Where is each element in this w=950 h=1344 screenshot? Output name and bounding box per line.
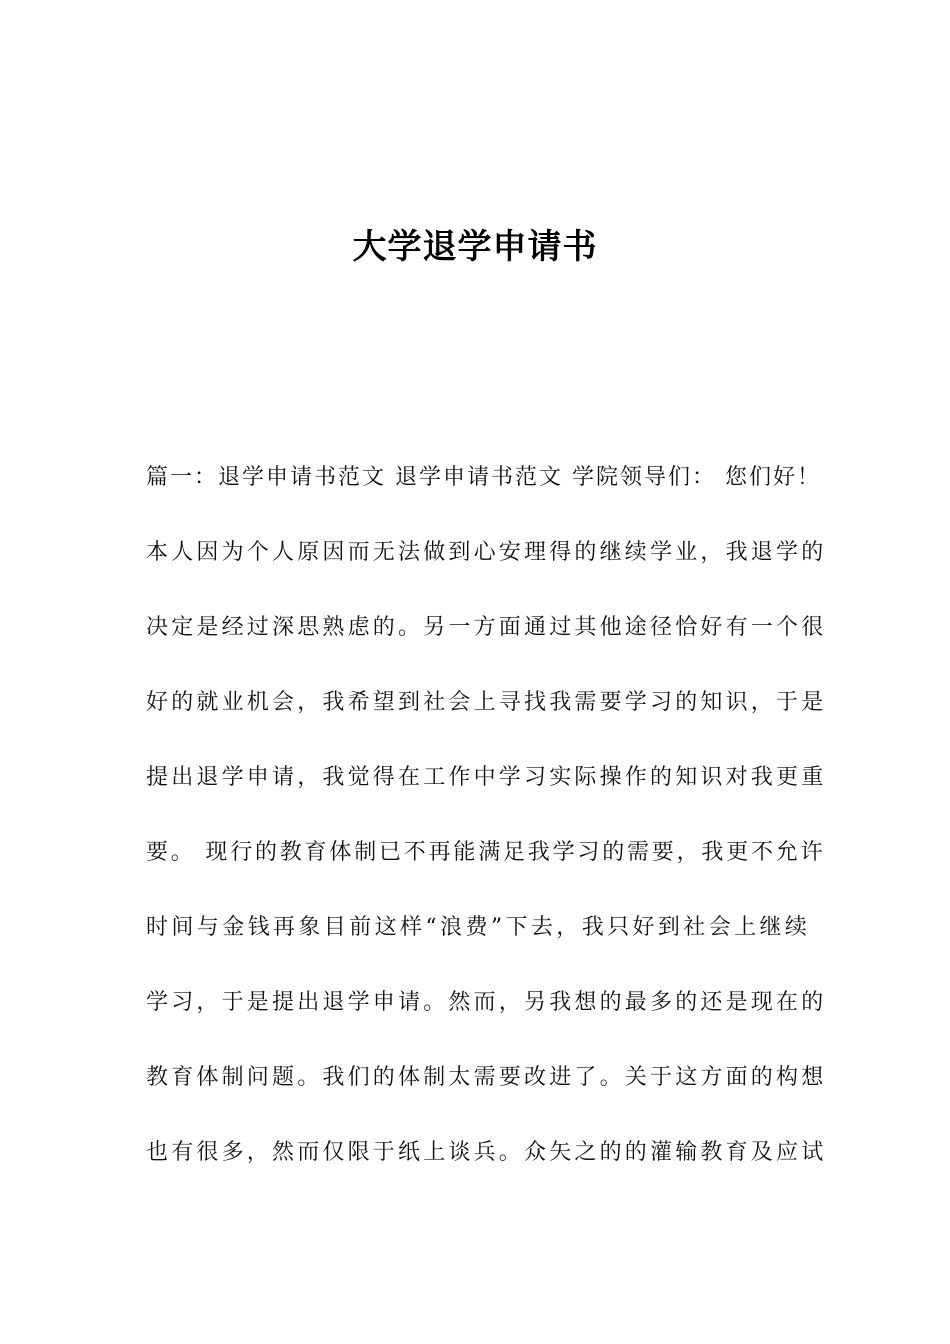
text-line: 篇一：退学申请书范文 退学申请书范文 学院领导们： 您们好！ xyxy=(146,465,821,490)
text-line: 时间与金钱再象目前这样“浪费”下去，我只好到社会上继续 xyxy=(146,915,811,940)
text-line: 本人因为个人原因而无法做到心安理得的继续学业，我退学的 xyxy=(146,540,827,565)
text-line: 提出退学申请，我觉得在工作中学习实际操作的知识对我更重 xyxy=(146,765,827,790)
text-line: 也有很多，然而仅限于纸上谈兵。众矢之的的灌输教育及应试 xyxy=(146,1140,827,1165)
text-line: 教育体制问题。我们的体制太需要改进了。关于这方面的构想 xyxy=(146,1065,827,1090)
document-body xyxy=(146,456,826,1206)
text-line: 学习，于是提出退学申请。然而，另我想的最多的还是现在的 xyxy=(146,990,827,1015)
document-title: 大学退学申请书 xyxy=(352,227,598,267)
text-line: 决定是经过深思熟虑的。另一方面通过其他途径恰好有一个很 xyxy=(146,615,827,640)
text-line: 好的就业机会，我希望到社会上寻找我需要学习的知识，于是 xyxy=(146,690,827,715)
text-line: 要。 现行的教育体制已不再能满足我学习的需要，我更不允许 xyxy=(146,840,826,865)
